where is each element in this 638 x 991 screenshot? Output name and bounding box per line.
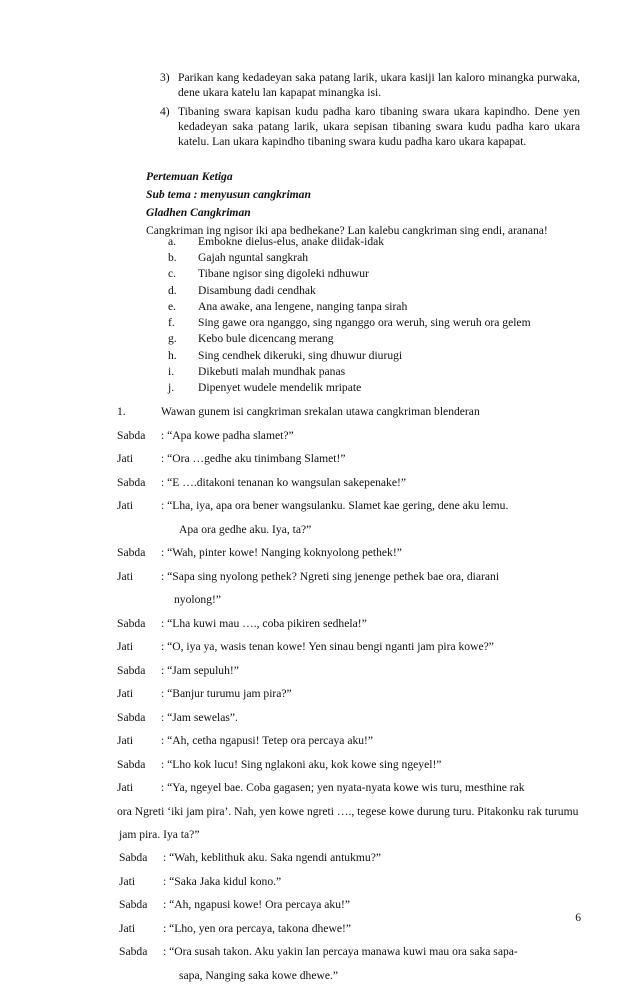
question: Cangkriman ing ngisor iki apa bedhekane? Lan kalebu cangkriman sing endi, aranana! <box>146 223 548 237</box>
dialog-heading <box>117 404 587 428</box>
item-letter: g. <box>168 332 177 346</box>
list-item <box>168 348 588 364</box>
item-text: Tibaning swara kapisan kudu padha karo tibaning swara ukara kapindho. Dene yen kedadeyan saka patang larik, ukara sepisan tibaning swara kudu padha karo ukara katelu. Lan ukara kapindho tibaning swara kudu padha karo ukara kapapat. <box>178 105 580 149</box>
item-letter: d. <box>168 283 177 297</box>
item-text: Sing gawe ora nganggo, sing nganggo ora weruh, sing weruh ora gelem <box>198 316 531 330</box>
item-letter: i. <box>168 364 175 378</box>
dialog-line <box>117 710 587 734</box>
item-text: Dikebuti malah mundhak panas <box>198 364 346 378</box>
speaker: Jati <box>117 640 134 653</box>
item-number: 4) <box>160 105 170 119</box>
utterance: : “Wah, pinter kowe! Nanging koknyolong pethek!” <box>161 546 402 559</box>
dialog-line <box>117 616 587 640</box>
list-item <box>168 380 588 396</box>
speaker: Jati <box>117 569 134 583</box>
list-item <box>168 364 588 380</box>
exercise-title: Gladhen Cangkriman <box>146 205 251 219</box>
dialog-line <box>117 569 587 593</box>
item-text: Embokne dielus-elus, anake diidak-idak <box>198 235 385 248</box>
utterance-continuation: Apa ora gedhe aku. Iya, ta?” <box>179 522 312 536</box>
utterance: : “Apa kowe padha slamet?” <box>161 428 294 442</box>
item-letter: b. <box>168 251 177 265</box>
utterance: : “Lha, iya, apa ora bener wangsulanku. Slamet kae gering, dene aku lemu. <box>161 499 509 512</box>
item-text: Gajah nguntal sangkrah <box>198 251 309 265</box>
list-item <box>168 266 588 282</box>
utterance: : “Sapa sing nyolong pethek? Ngreti sing jenenge pethek bae ora, diarani <box>161 569 500 583</box>
utterance-continuation: ora Ngreti ‘iki jam pira’. Nah, yen kowe ngreti …., tegese kowe durung turu. Pitakonku rak turumu <box>117 804 579 818</box>
speaker: Jati <box>117 781 134 794</box>
item-text: Ana awake, ana lengene, nanging tanpa sirah <box>198 299 408 313</box>
speaker: Sabda <box>117 428 146 442</box>
list-item <box>168 315 588 331</box>
heading-number: 1. <box>117 405 126 418</box>
utterance: : “Lha kuwi mau …., coba pikiren sedhela!” <box>161 616 367 630</box>
dialog-section <box>117 404 587 991</box>
speaker: Sabda <box>119 851 148 865</box>
list-item <box>160 70 580 100</box>
utterance: : “Saka Jaka kidul kono.” <box>163 874 282 888</box>
utterance-continuation: nyolong!” <box>174 593 222 606</box>
speaker: Sabda <box>117 475 146 489</box>
list-item <box>168 250 588 266</box>
speaker: Sabda <box>119 945 148 959</box>
speaker: Jati <box>117 734 134 747</box>
list-item <box>168 234 588 250</box>
numbered-list <box>160 70 580 153</box>
dialog-line <box>119 897 587 921</box>
utterance-continuation: sapa, Nanging saka kowe dhewe.” <box>179 968 339 982</box>
utterance: : “Ah, ngapusi kowe! Ora percaya aku!” <box>163 898 351 912</box>
dialog-block-2 <box>117 850 587 991</box>
dialog-line <box>117 428 587 452</box>
item-letter: h. <box>168 348 177 362</box>
speaker: Jati <box>119 874 136 888</box>
list-item <box>168 283 588 299</box>
item-letter: j. <box>168 380 175 394</box>
speaker: Sabda <box>117 663 146 677</box>
speaker: Sabda <box>117 616 146 630</box>
utterance: : “Lho, yen ora percaya, takona dhewe!” <box>163 921 351 935</box>
item-text: Kebo bule dicencang merang <box>198 332 334 346</box>
list-item <box>168 331 588 347</box>
dialog-line <box>117 451 587 475</box>
utterance: : “Ya, ngeyel bae. Coba gagasen; yen nyata-nyata kowe wis turu, mesthine rak <box>161 781 525 794</box>
utterance: : “Lho kok lucu! Sing nglakoni aku, kok kowe sing ngeyel!” <box>161 757 442 771</box>
item-text: Tibane ngisor sing digoleki ndhuwur <box>198 267 369 281</box>
speaker: Jati <box>117 687 134 700</box>
dialog-line <box>117 686 587 710</box>
list-item <box>168 299 588 315</box>
subtheme: Sub tema : menyusun cangkriman <box>146 187 311 201</box>
speaker: Jati <box>117 452 134 465</box>
utterance: : “Wah, keblithuk aku. Saka ngendi antukmu?” <box>163 851 381 865</box>
item-letter: e. <box>168 299 177 313</box>
dialog-line <box>117 639 587 663</box>
meeting-section <box>146 168 596 240</box>
speaker: Sabda <box>117 757 146 771</box>
dialog-line <box>117 475 587 499</box>
dialog-line <box>117 663 587 687</box>
speaker: Jati <box>117 499 134 512</box>
item-text: Disambung dadi cendhak <box>198 283 316 297</box>
utterance: : “Ah, cetha ngapusi! Tetep ora percaya aku!” <box>161 734 374 747</box>
dialog-line <box>119 874 587 898</box>
utterance-continuation: jam pira. Iya ta?” <box>119 827 200 841</box>
utterance: : “Ora susah takon. Aku yakin lan percaya manawa kuwi mau ora saka sapa- <box>163 945 518 959</box>
dialog-line <box>117 780 587 804</box>
utterance: : “O, iya ya, wasis tenan kowe! Yen sinau bengi nganti jam pira kowe?” <box>161 640 494 653</box>
dialog-line <box>119 921 587 945</box>
speaker: Sabda <box>119 898 148 912</box>
heading-text: Wawan gunem isi cangkriman srekalan utawa cangkriman blenderan <box>161 405 480 418</box>
dialog-line <box>117 757 587 781</box>
riddle-list <box>168 234 588 396</box>
item-text: Sing cendhek dikeruki, sing dhuwur diurugi <box>198 348 403 362</box>
utterance: : “E ….ditakoni tenanan ko wangsulan sakepenake!” <box>161 475 406 489</box>
dialog-line <box>119 944 587 968</box>
item-number: 3) <box>160 71 170 84</box>
utterance: : “Jam sepuluh!” <box>161 663 239 677</box>
page-number: 6 <box>575 911 581 924</box>
item-text: Dipenyet wudele mendelik mripate <box>198 380 362 394</box>
item-letter: c. <box>168 267 177 281</box>
dialog-line <box>117 733 587 757</box>
utterance: : “Jam sewelas”. <box>161 710 238 724</box>
item-letter: a. <box>168 235 177 248</box>
speaker: Sabda <box>117 710 146 724</box>
speaker: Sabda <box>117 546 146 559</box>
item-letter: f. <box>168 316 175 330</box>
utterance: : “Banjur turumu jam pira?” <box>161 687 292 700</box>
list-item <box>160 104 580 149</box>
speaker: Jati <box>119 921 136 935</box>
dialog-line <box>119 850 587 874</box>
dialog-line <box>117 545 587 569</box>
utterance: : “Ora …gedhe aku tinimbang Slamet!” <box>161 452 346 465</box>
dialog-line <box>117 498 587 522</box>
item-text: Parikan kang kedadeyan saka patang larik, ukara kasiji lan kaloro minangka purwaka, dene ukara katelu lan kapapat minangka isi. <box>178 71 580 100</box>
meeting-title: Pertemuan Ketiga <box>146 170 233 183</box>
